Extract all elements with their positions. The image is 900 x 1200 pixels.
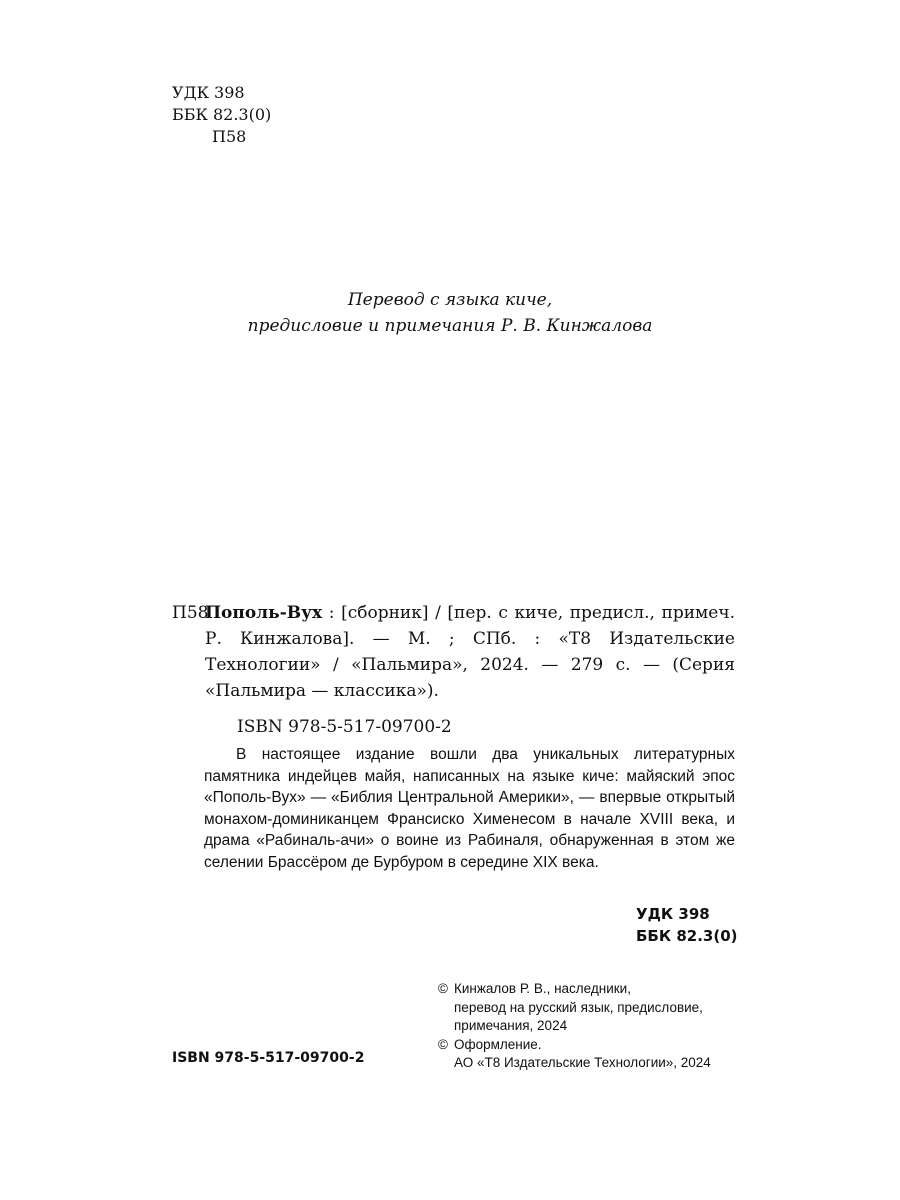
bbk-code-bold: ББК 82.3(0): [636, 927, 738, 945]
copyright-text: Оформление.: [454, 1036, 542, 1052]
catalog-code: П58: [172, 603, 209, 623]
copyright-sign: ©: [438, 1036, 448, 1052]
udk-code: УДК 398: [172, 83, 245, 102]
catalog-description: : [сборник] / [пер. с киче, предисл., примеч. Р. Кинжалова]. — М. ; СПб. : «Т8 Издательские Технологии» / «Пальмира», 2024. — 279 с. — (Серия «Пальмира — классика»).: [205, 603, 735, 701]
copyright-line: [438, 999, 738, 1018]
translator-credit: [0, 287, 900, 339]
bbk-code: ББК 82.3(0): [172, 105, 272, 124]
udk-code-bold: УДК 398: [636, 905, 710, 923]
classification-codes-top: [172, 82, 271, 148]
copyright-text: перевод на русский язык, предисловие,: [454, 999, 703, 1015]
isbn-bottom: ISBN 978-5-517-09700-2: [172, 1050, 365, 1066]
translator-line-2: предисловие и примечания Р. В. Кинжалова: [247, 316, 653, 336]
copyright-line: [438, 1017, 738, 1036]
copyright-text: примечания, 2024: [454, 1018, 568, 1033]
translator-line-1: Перевод с языка киче,: [347, 290, 553, 310]
catalog-entry: [205, 600, 735, 704]
catalog-isbn: ISBN 978-5-517-09700-2: [237, 717, 452, 737]
catalog-record: [172, 600, 735, 740]
copyright-block: [438, 980, 738, 1073]
classification-codes-right: [636, 903, 738, 947]
annotation-text: В настоящее издание вошли два уникальных литературных памятника индейцев майя, написанных на языке киче: майяский эпос «Пополь-Вух» — «Библия Центральной Америки», — впервые открытый монахом-доминиканцем Франсиско Хименесом в начале XVIII века, и драма «Рабиналь-ачи» о воине из Рабиналя, обнаруженная в этом же селении Брассёром де Бурбуром в середине XIX века.: [204, 746, 735, 871]
copyright-sign: ©: [438, 981, 448, 996]
copyright-line: [438, 1054, 738, 1073]
copyright-line: [438, 980, 738, 999]
copyright-text: АО «Т8 Издательские Технологии», 2024: [454, 1055, 711, 1070]
author-mark: П58: [212, 127, 247, 146]
copyright-line: [438, 1036, 738, 1055]
book-title: Пополь-Вух: [205, 603, 323, 623]
copyright-text: Кинжалов Р. В., наследники,: [454, 981, 631, 996]
